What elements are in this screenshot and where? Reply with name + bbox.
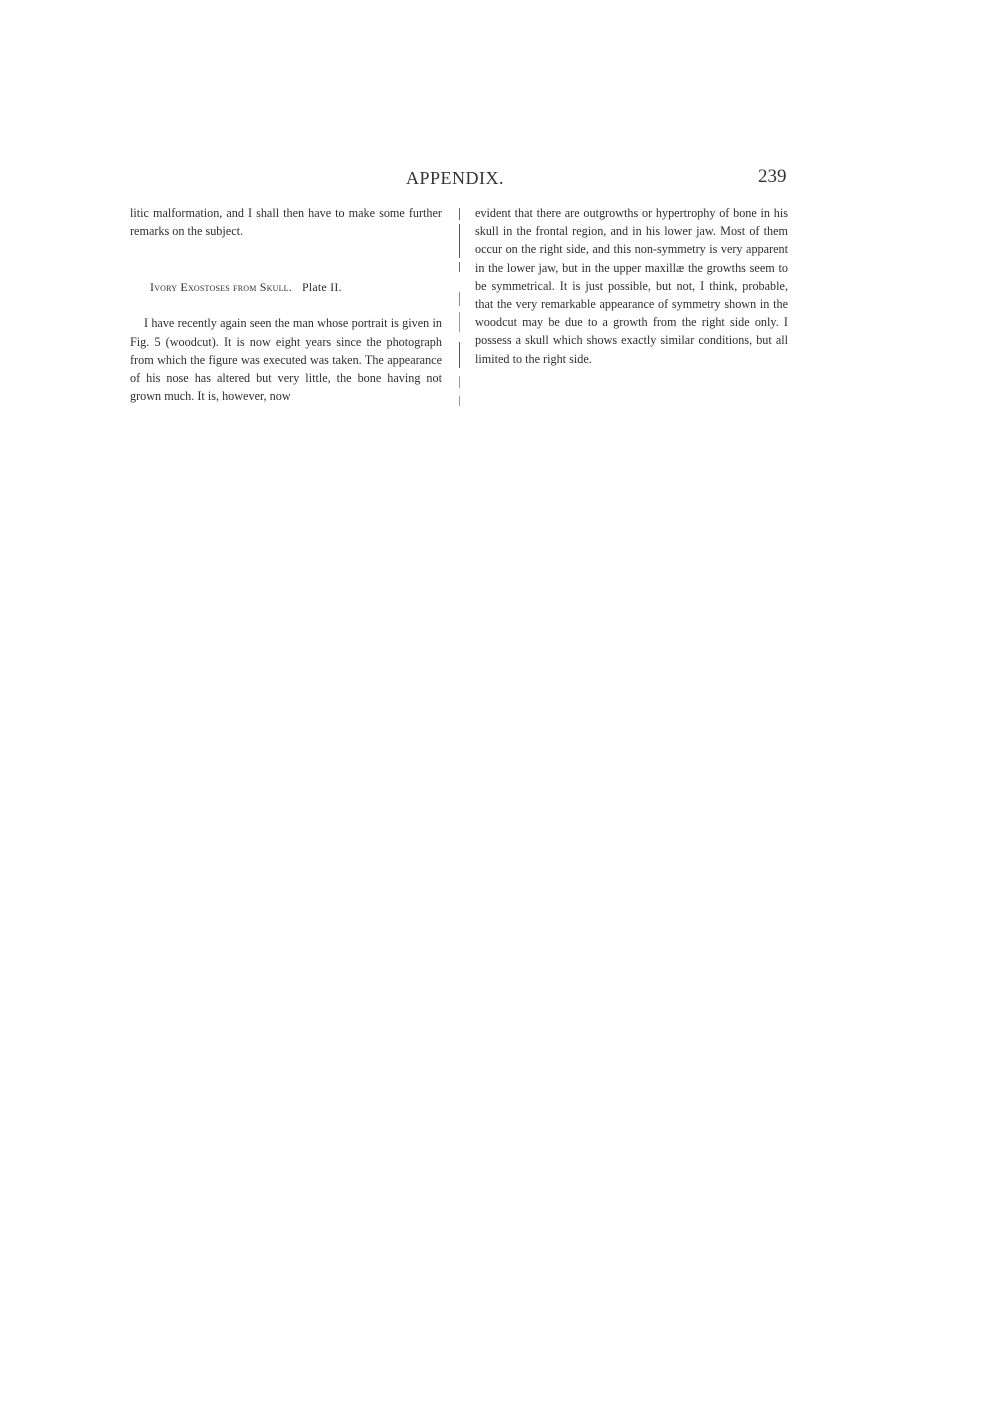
plate-reference: Plate II. — [301, 280, 342, 295]
left-column — [130, 204, 442, 405]
column-divider-segment — [459, 208, 460, 220]
section-title: Ivory Exostoses from Skull. — [150, 280, 292, 295]
page-number: 239 — [758, 166, 787, 187]
paragraph-continuation: evident that there are outgrowths or hypertrophy of bone in his skull in the frontal region, and in his lower jaw. Most of them occur on the right side, and this non-symmetry is very apparent in the lower jaw, but in the upper maxillæ the growths seem to be symmetrical. It is just possible, but not, I think, probable, that the very remarkable appearance of symmetry shown in the woodcut may be due to a growth from the right side only. I possess a skull which shows exactly similar conditions, but all limited to the right side. — [475, 206, 788, 366]
right-column — [475, 204, 788, 368]
column-divider-segment — [459, 224, 460, 258]
paragraph-body: I have recently again seen the man whose portrait is given in Fig. 5 (woodcut). It is now eight years since the photograph from which the figure was executed was taken. The appearance of his nose has altered but very little, the bone having not grown much. It is, however, now — [130, 316, 442, 404]
section-heading — [130, 278, 442, 296]
column-divider-segment — [459, 376, 460, 388]
column-divider-segment — [459, 312, 460, 332]
column-divider-segment — [459, 342, 460, 368]
paragraph-continuation: litic malformation, and I shall then have to make some further remarks on the subject. — [130, 206, 442, 239]
column-divider-segment — [459, 262, 460, 272]
running-head: APPENDIX. — [406, 168, 505, 188]
column-divider-segment — [459, 396, 460, 406]
column-divider-segment — [459, 292, 460, 306]
